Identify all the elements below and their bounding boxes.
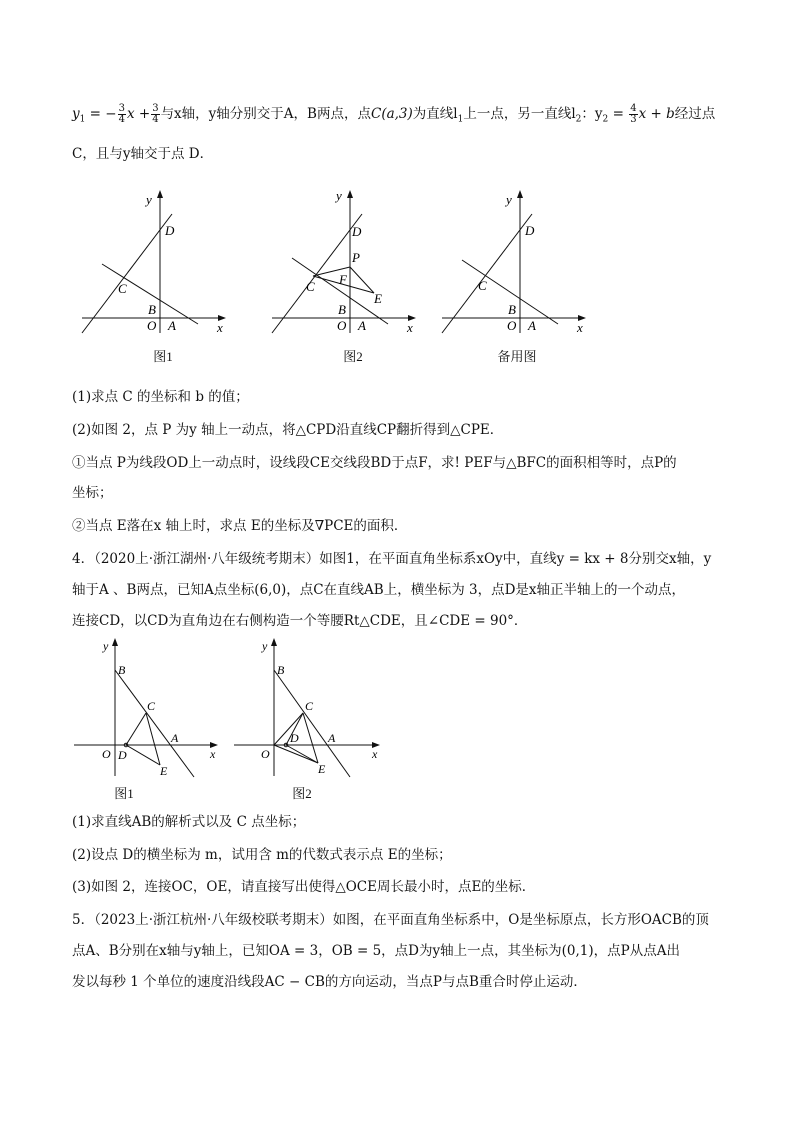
label-b: B	[508, 302, 516, 317]
segment-de	[126, 745, 160, 765]
label-b: B	[148, 302, 156, 317]
label-d: D	[118, 748, 127, 762]
label-x: x	[407, 320, 413, 335]
figure-2	[270, 188, 420, 336]
label-d: D	[525, 223, 535, 238]
y-arrow	[157, 190, 163, 198]
y1-symbol: y	[72, 106, 80, 122]
label-x: x	[217, 320, 223, 335]
q5-line2: 点A、B分别在x轴与y轴上，已知OA = 3，OB = 5，点D为y轴上一点，其坐标为(0,1)，点P从点A出	[72, 943, 680, 959]
label-a: A	[358, 318, 366, 333]
fraction-3-4: $\frac{3}{4}$	[118, 103, 125, 125]
q3-part2a-line1: ①当点 P为线段OD上一动点时，设线段CE交线段BD于点F，求! PEF与△BFC的面积相等时，点P的	[72, 455, 677, 471]
q5-line3: 发以每秒 1 个单位的速度沿线段AC − CB的方向运动，当点P与点B重合时停止运动．	[72, 974, 587, 990]
line-l2	[442, 214, 532, 333]
intro-line-2: C，且与y轴交于点 D．	[72, 146, 214, 162]
q4-part1: (1)求直线AB的解析式以及 C 点坐标；	[72, 814, 306, 830]
label-d: D	[165, 223, 175, 238]
y-arrow	[517, 190, 523, 198]
label-o: O	[261, 747, 270, 761]
label-c: C	[118, 281, 127, 296]
label-c: C	[306, 279, 315, 294]
q4-fig1-caption: 图1	[114, 786, 134, 801]
label-f: F	[339, 272, 347, 287]
q4-fig2-caption: 图2	[292, 786, 312, 801]
label-d: D	[290, 731, 299, 745]
y-arrow	[271, 638, 277, 646]
label-o: O	[337, 318, 347, 333]
label-y: y	[506, 192, 512, 207]
intro-line-1: $y_1$ = − $\frac{3}{4}$ x + $\frac{3}{4}$ 与x轴，y轴分别交于A，B两点，点C(a,3)为直线$l_1$上一点，另一直线$l_2$：$y_2$ = $\frac{4}{3}$ x + b经过点	[72, 103, 716, 125]
label-p: P	[352, 250, 360, 265]
q3-part2: (2)如图 2，点 P 为y 轴上一动点，将△CPD沿直线CP翻折得到△CPE．	[72, 422, 504, 438]
figure-1	[80, 188, 230, 336]
q4-line1: 4．（2020上·浙江湖州·八年级统考期末）如图1，在平面直角坐标系xOy中，直线y = kx + 8分别交x轴，y	[72, 551, 712, 567]
q3-part1: (1)求点 C 的坐标和 b 的值；	[72, 389, 249, 405]
q4-part2: (2)设点 D的横坐标为 m，试用含 m的代数式表示点 E的坐标；	[72, 847, 452, 863]
q4-part3: (3)如图 2，连接OC，OE，请直接写出使得△OCE周长最小时，点E的坐标．	[72, 879, 536, 895]
label-x: x	[372, 747, 378, 761]
label-y: y	[146, 192, 152, 207]
segment-pe	[350, 267, 374, 293]
label-a: A	[528, 318, 536, 333]
label-x: x	[210, 747, 216, 761]
label-o: O	[507, 318, 517, 333]
q4-figure-1	[72, 636, 222, 786]
label-y: y	[262, 639, 268, 653]
label-e: E	[160, 764, 168, 778]
fig2-caption: 图2	[343, 349, 363, 364]
q4-line3: 连接CD，以CD为直角边在右侧构造一个等腰Rt△CDE，且∠CDE = 90°．	[72, 613, 528, 629]
figure-spare	[440, 188, 590, 336]
fraction-4-3: $\frac{4}{3}$	[630, 103, 637, 125]
label-c: C	[478, 278, 487, 293]
label-b: B	[338, 302, 346, 317]
fig3-caption: 备用图	[497, 349, 537, 364]
q4-figure-2	[232, 636, 384, 786]
line-l2	[82, 214, 172, 333]
label-o: O	[102, 747, 111, 761]
q5-line1: 5．（2023上·浙江杭州·八年级校联考期末）如图，在平面直角坐标系中，O是坐标原点，长方形OACB的顶	[72, 912, 709, 928]
label-b: B	[277, 663, 285, 677]
label-e: E	[374, 291, 382, 306]
y-arrow	[112, 638, 118, 646]
label-a: A	[171, 731, 179, 745]
label-c: C	[305, 699, 314, 713]
label-y: y	[336, 188, 342, 203]
fig1-caption: 图1	[153, 349, 173, 364]
q3-part2a-line2: 坐标；	[72, 485, 113, 501]
segment-oe	[274, 745, 318, 763]
label-b: B	[118, 663, 126, 677]
label-y: y	[103, 639, 109, 653]
segment-dc	[126, 713, 146, 745]
line-l2	[272, 214, 362, 333]
y-arrow	[347, 190, 353, 198]
label-c: C	[147, 699, 156, 713]
label-o: O	[147, 318, 157, 333]
label-x: x	[577, 320, 583, 335]
q4-line2: 轴于A 、B两点，已知A点坐标(6,0)，点C在直线AB上，横坐标为 3，点D是x轴正半轴上的一个动点，	[72, 582, 686, 598]
label-d: D	[352, 224, 362, 239]
label-a: A	[168, 318, 176, 333]
label-a: A	[328, 731, 336, 745]
fraction-3-4-b: $\frac{3}{4}$	[152, 103, 159, 125]
line-ab	[115, 670, 194, 777]
q3-part2b: ②当点 E落在x 轴上时，求点 E的坐标及∇PCE的面积．	[72, 518, 408, 534]
label-e: E	[318, 762, 326, 776]
